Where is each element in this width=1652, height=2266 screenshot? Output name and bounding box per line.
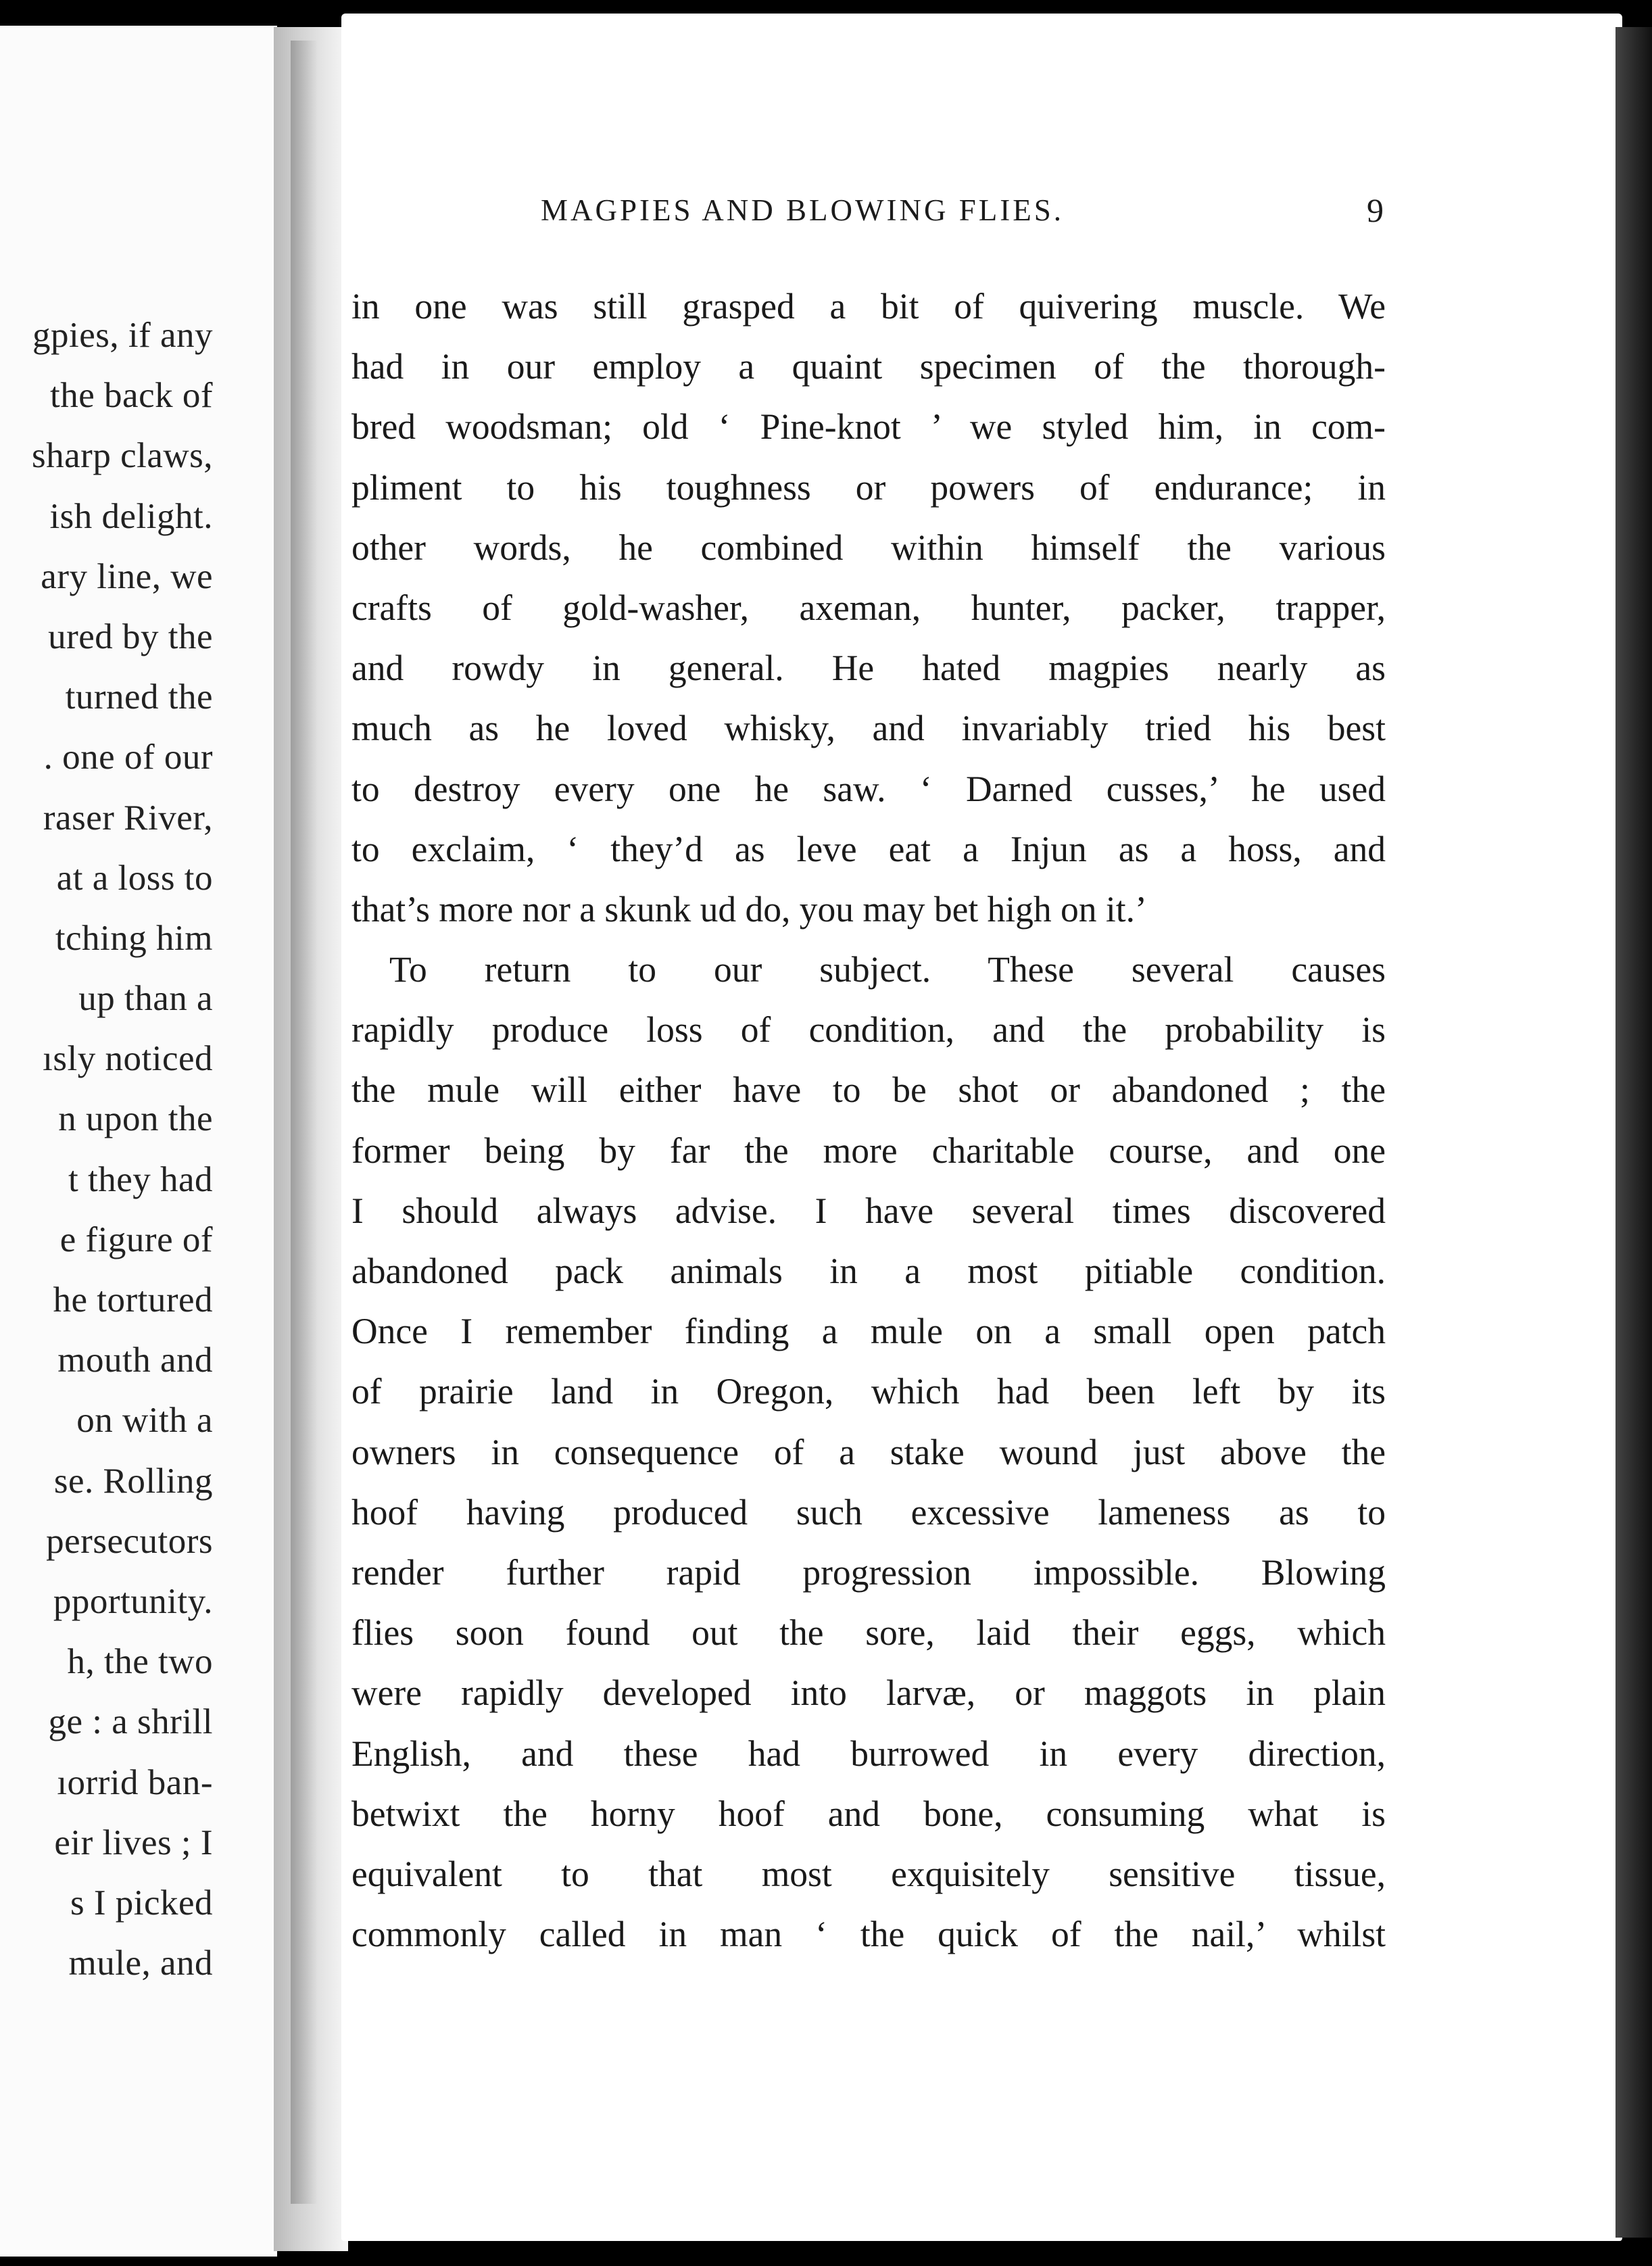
top-edge-mark <box>1217 0 1237 9</box>
text-line: betwixt the horny hoof and bone, consuming what is <box>351 1793 1386 1834</box>
left-page-line: sharp claws, <box>32 436 213 476</box>
text-line: equivalent to that most exquisitely sensitive tissue, <box>351 1853 1386 1894</box>
running-head: MAGPIES AND BLOWING FLIES. <box>541 193 1065 227</box>
left-page-line: the back of <box>50 376 213 416</box>
left-page-line: ge : a shrill <box>48 1702 213 1742</box>
text-line: had in our employ a quaint specimen of the thorough- <box>351 346 1386 387</box>
left-page-line: . one of our <box>43 738 213 777</box>
page-edge <box>1615 27 1652 2238</box>
left-page-line: h, the two <box>67 1642 213 1682</box>
page-number: 9 <box>1367 191 1384 229</box>
text-line: rapidly produce loss of condition, and the probability is <box>351 1009 1386 1051</box>
left-page-line: ary line, we <box>41 556 213 596</box>
left-page-line: ısly noticed <box>43 1039 213 1079</box>
left-page-line: gpies, if any <box>32 316 213 355</box>
left-page-line: turned the <box>65 677 213 717</box>
left-page-line: he tortured <box>53 1280 213 1320</box>
left-page-line: s I picked <box>70 1883 213 1923</box>
left-page-line: ured by the <box>48 617 213 656</box>
text-line: I should always advise. I have several times discovered <box>351 1190 1386 1231</box>
text-line: Once I remember finding a mule on a small open patch <box>351 1311 1386 1352</box>
text-line: to exclaim, ‘ they’d as leve eat a Injun as a hoss, and <box>351 828 1386 869</box>
left-page-line: raser River, <box>43 798 213 838</box>
text-line: pliment to his toughness or powers of endurance; in <box>351 466 1386 508</box>
text-line: in one was still grasped a bit of quivering muscle. We <box>351 286 1386 327</box>
left-page-line: at a loss to <box>56 858 213 898</box>
text-line: To return to our subject. These several causes <box>389 949 1386 990</box>
left-page-line: pportunity. <box>53 1581 213 1621</box>
left-page-line: tching him <box>55 918 213 958</box>
text-line: commonly called in man ‘ the quick of the nail,’ whilst <box>351 1914 1386 1955</box>
left-page-line: ish delight. <box>49 496 213 536</box>
text-line: abandoned pack animals in a most pitiable condition. <box>351 1251 1386 1291</box>
left-page-line: mule, and <box>68 1944 213 1983</box>
left-page-line: e figure of <box>59 1220 213 1259</box>
text-line: other words, he combined within himself the various <box>351 527 1386 568</box>
text-line: and rowdy in general. He hated magpies nearly as <box>351 648 1386 689</box>
text-line: to destroy every one he saw. ‘ Darned cusses,’ he used <box>351 768 1386 809</box>
left-page-line: up than a <box>78 979 213 1019</box>
left-page-line: n upon the <box>58 1099 213 1139</box>
text-line: bred woodsman; old ‘ Pine-knot ’ we styled him, in com- <box>351 406 1386 448</box>
left-page-line: eir lives ; I <box>54 1823 213 1862</box>
left-page <box>0 26 277 2257</box>
left-page-line: on with a <box>76 1401 213 1441</box>
text-line: flies soon found out the sore, laid their eggs, which <box>351 1612 1386 1654</box>
text-line: owners in consequence of a stake wound just above the <box>351 1431 1386 1472</box>
text-line: that’s more nor a skunk ud do, you may bet high on it.’ <box>351 888 1147 930</box>
text-line: were rapidly developed into larvæ, or maggots in plain <box>351 1672 1386 1714</box>
left-page-text <box>0 306 213 1994</box>
text-line: English, and these had burrowed in every direction, <box>351 1733 1386 1774</box>
body-text <box>351 276 1386 1964</box>
left-page-line: t they had <box>68 1159 213 1199</box>
text-line: render further rapid progression impossible. Blowing <box>351 1551 1386 1593</box>
text-line: much as he loved whisky, and invariably tried his best <box>351 708 1386 749</box>
text-line: of prairie land in Oregon, which had been left by its <box>351 1371 1386 1412</box>
text-line: crafts of gold-washer, axeman, hunter, packer, trapper, <box>351 587 1386 628</box>
gutter-shadow <box>291 41 318 2204</box>
left-page-line: ıorrid ban- <box>57 1762 213 1802</box>
text-line: hoof having produced such excessive lameness as to <box>351 1491 1386 1533</box>
left-page-line: persecutors <box>46 1521 213 1561</box>
text-line: former being by far the more charitable course, and one <box>351 1130 1386 1171</box>
text-line: the mule will either have to be shot or abandoned ; the <box>351 1069 1386 1111</box>
left-page-line: se. Rolling <box>53 1461 213 1501</box>
left-page-line: mouth and <box>57 1341 213 1380</box>
